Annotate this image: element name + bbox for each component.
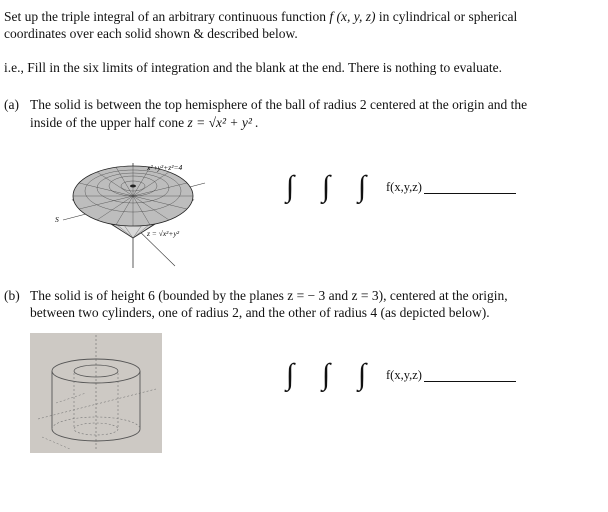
integral-sign: ∫ [285, 358, 295, 391]
part-b-label: (b) [4, 288, 20, 303]
sphere-equation-label: x²+y²+z²=4 [147, 163, 183, 172]
ice-cream-cone-figure [55, 158, 235, 273]
intro-function: f (x, y, z) [329, 9, 376, 24]
intro-line-1 [4, 8, 517, 25]
differential-blank[interactable] [424, 181, 516, 194]
intro-text-end: in cylindrical or spherical [375, 9, 518, 24]
integrand: f(x,y,z) [386, 367, 422, 382]
integral-a [272, 172, 516, 202]
integral-b [272, 360, 516, 390]
part-a-label: (a) [4, 97, 19, 112]
differential-blank[interactable] [424, 369, 516, 382]
integral-sign: ∫ [357, 358, 367, 391]
intro-line-2: coordinates over each solid shown & described below. [4, 26, 298, 41]
instruction: i.e., Fill in the six limits of integration and the blank at the end. There is nothing to evaluate. [4, 60, 503, 75]
part-b-line-1: The solid is of height 6 (bounded by the planes z = − 3 and z = 3), centered at the origin, [30, 288, 508, 303]
part-a-cone-equation: z = √x² + y² . [187, 115, 259, 130]
axis-label: S [55, 215, 59, 224]
integrand: f(x,y,z) [386, 179, 422, 194]
integral-sign: ∫ [357, 170, 367, 203]
integral-sign: ∫ [321, 358, 331, 391]
integral-sign: ∫ [321, 170, 331, 203]
intro-text: Set up the triple integral of an arbitrary continuous function [4, 9, 330, 24]
cap-pole [130, 185, 136, 188]
part-a-line-1: The solid is between the top hemisphere of the ball of radius 2 centered at the origin and the [30, 97, 528, 112]
cylindrical-shell-photo [30, 333, 162, 453]
part-a-line-2-text: inside of the upper half cone [30, 115, 188, 130]
integral-sign: ∫ [285, 170, 295, 203]
cone-equation-label: z = √x²+y² [147, 229, 180, 238]
part-a-line-2 [30, 114, 259, 131]
part-b-line-2: between two cylinders, one of radius 2, and the other of radius 4 (as depicted below). [30, 305, 490, 320]
